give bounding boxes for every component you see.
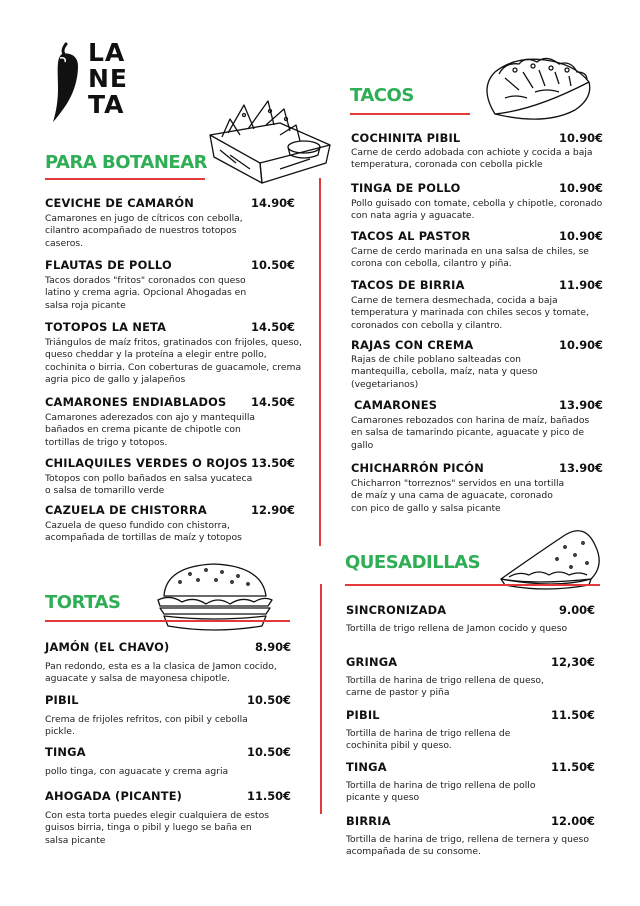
menu-item-description: Crema de frijoles refritos, con pibil y cebolla pickle. (45, 714, 248, 738)
menu-item-price: 10.50€ (251, 258, 295, 272)
menu-item-description: Carne de ternera desmechada, cocida a baja temperatura y marinada con chiles secos y tomate, coronados con cebolla y cilantro. (351, 295, 589, 331)
section-title-tortas: TORTAS (45, 592, 121, 613)
nachos-illustration (200, 95, 340, 185)
menu-item-description: Pan redondo, esta es a la clasica de Jamon cocido, aguacate y salsa de mayonesa chipotle. (45, 661, 277, 685)
menu-item-description: Carne de cerdo marinada en una salsa de chiles, se corona con cebolla, cilantro y piña. (351, 246, 589, 270)
menu-item-price: 14.50€ (251, 320, 295, 334)
menu-item-name: CAMARONES (354, 398, 438, 412)
section-underline (350, 113, 470, 115)
menu-item-price: 14.50€ (251, 395, 295, 409)
menu-item-name: TINGA (346, 760, 387, 774)
menu-item-price: 10.90€ (559, 181, 603, 195)
logo-wordmark (88, 40, 128, 118)
menu-item-name: CEVICHE DE CAMARÓN (45, 196, 194, 210)
menu-item-price: 13.50€ (251, 456, 295, 470)
menu-item-price: 11.50€ (247, 789, 291, 803)
menu-item-price: 11.90€ (559, 278, 603, 292)
menu-item-description: Tortilla de trigo rellena de Jamon cocido y queso (346, 623, 568, 634)
menu-item-name: FLAUTAS DE POLLO (45, 258, 172, 272)
menu-item-description: Tortilla de harina de trigo rellena de queso, carne de pastor y piña (346, 675, 544, 699)
logo-line-3: TA (88, 90, 125, 119)
menu-item-price: 11.50€ (551, 708, 595, 722)
menu-item-price: 11.50€ (551, 760, 595, 774)
section-underline (45, 620, 290, 622)
menu-item-name: CHICHARRÓN PICÓN (351, 461, 484, 475)
menu-item-name: BIRRIA (346, 814, 391, 828)
menu-item-name: PIBIL (45, 693, 79, 707)
menu-item-description: Tacos dorados "fritos" coronados con queso latino y crema agria. Opcional Ahogadas en salsa roja picante (45, 275, 247, 311)
menu-item-price: 8.90€ (254, 640, 291, 654)
menu-item-name: RAJAS CON CREMA (351, 338, 474, 352)
menu-item-price: 10.90€ (559, 338, 603, 352)
section-title-quesadillas: QUESADILLAS (345, 552, 481, 573)
torta-sandwich-illustration (150, 560, 280, 640)
menu-item-price: 10.50€ (247, 693, 291, 707)
menu-item-name: TINGA DE POLLO (351, 181, 461, 195)
menu-item-description: Pollo guisado con tomate, cebolla y chipotle, coronado con nata agria y aguacate. (351, 198, 603, 222)
menu-item-name: PIBIL (346, 708, 380, 722)
section-title-tacos: TACOS (350, 85, 414, 106)
menu-item-price: 10.90€ (559, 229, 603, 243)
section-underline (345, 584, 600, 586)
section-underline (45, 178, 205, 180)
menu-item-name: CAZUELA DE CHISTORRA (45, 503, 207, 517)
menu-item-name: TINGA (45, 745, 86, 759)
divider-vertical (319, 178, 321, 546)
taco-illustration (475, 48, 605, 128)
menu-item-name: CAMARONES ENDIABLADOS (45, 395, 227, 409)
menu-item-description: Triángulos de maíz fritos, gratinados con frijoles, queso, queso cheddar y la proteína a elegir entre pollo, cochinita o birria. Con coberturas de guacamole, crema agria pico de gallo y jalapeños (45, 337, 302, 386)
menu-item-description: Camarones en jugo de cítricos con cebolla, cilantro acompañado de nuestros totopos caseros. (45, 213, 243, 249)
menu-item-price: 12.90€ (251, 503, 295, 517)
menu-item-description: Tortilla de harina de trigo rellena de cochinita pibil y queso. (346, 728, 511, 752)
menu-item-description: Carne de cerdo adobada con achiote y cocida a baja temperatura, coronada con cebolla pickle (351, 147, 593, 171)
menu-item-price: 13.90€ (559, 398, 603, 412)
menu-item-name: TACOS DE BIRRIA (351, 278, 465, 292)
menu-item-name: COCHINITA PIBIL (351, 131, 461, 145)
menu-item-price: 10.50€ (247, 745, 291, 759)
menu-item-description: Tortilla de harina de trigo, rellena de ternera y queso acompañada de su consome. (346, 834, 589, 858)
menu-item-price: 10.90€ (559, 131, 603, 145)
menu-item-description: Tortilla de harina de trigo rellena de pollo picante y queso (346, 780, 536, 804)
logo-line-2: NE (88, 64, 129, 93)
menu-item-price: 13.90€ (559, 461, 603, 475)
menu-item-description: Chicharron "torreznos" servidos en una tortilla de maíz y una cama de aguacate, coronado con pico de gallo y salsa picante (351, 478, 565, 514)
menu-item-description: Totopos con pollo bañados en salsa yucateca o salsa de tomarillo verde (45, 473, 253, 497)
logo-line-1: LA (88, 38, 126, 67)
menu-item-description: Camarones rebozados con harina de maíz, bañados en salsa de tamarindo picante, aguacate y pico de gallo (351, 415, 590, 451)
menu-item-description: Camarones aderezados con ajo y mantequilla bañados en crema picante de chipotle con tortillas de trigo y totopos. (45, 412, 256, 448)
menu-item-name: TACOS AL PASTOR (351, 229, 471, 243)
menu-item-name: SINCRONIZADA (346, 603, 447, 617)
menu-item-name: AHOGADA (PICANTE) (45, 789, 183, 803)
menu-item-price: 12.00€ (551, 814, 595, 828)
menu-item-price: 12,30€ (551, 655, 595, 669)
menu-item-description: Con esta torta puedes elegir cualquiera de estos guisos birria, tinga o pibil y luego se baña en salsa picante (45, 810, 270, 846)
menu-item-description: Rajas de chile poblano salteadas con mantequilla, cebolla, maíz, nata y queso (vegetarianos) (351, 354, 538, 390)
menu-item-description: Cazuela de queso fundido con chistorra, acompañada de tortillas de maíz y totopos (45, 520, 242, 544)
divider-vertical (320, 584, 322, 814)
menu-item-name: TOTOPOS LA NETA (45, 320, 167, 334)
menu-item-price: 9.00€ (558, 603, 595, 617)
menu-item-name: CHILAQUILES VERDES O ROJOS (45, 456, 248, 470)
menu-item-price: 14.90€ (251, 196, 295, 210)
menu-item-name: GRINGA (346, 655, 398, 669)
menu-item-description: pollo tinga, con aguacate y crema agria (45, 766, 229, 777)
chili-pepper-icon (50, 42, 86, 124)
menu-item-name: JAMÓN (EL CHAVO) (45, 640, 170, 654)
section-title-botanear: PARA BOTANEAR (45, 152, 208, 173)
